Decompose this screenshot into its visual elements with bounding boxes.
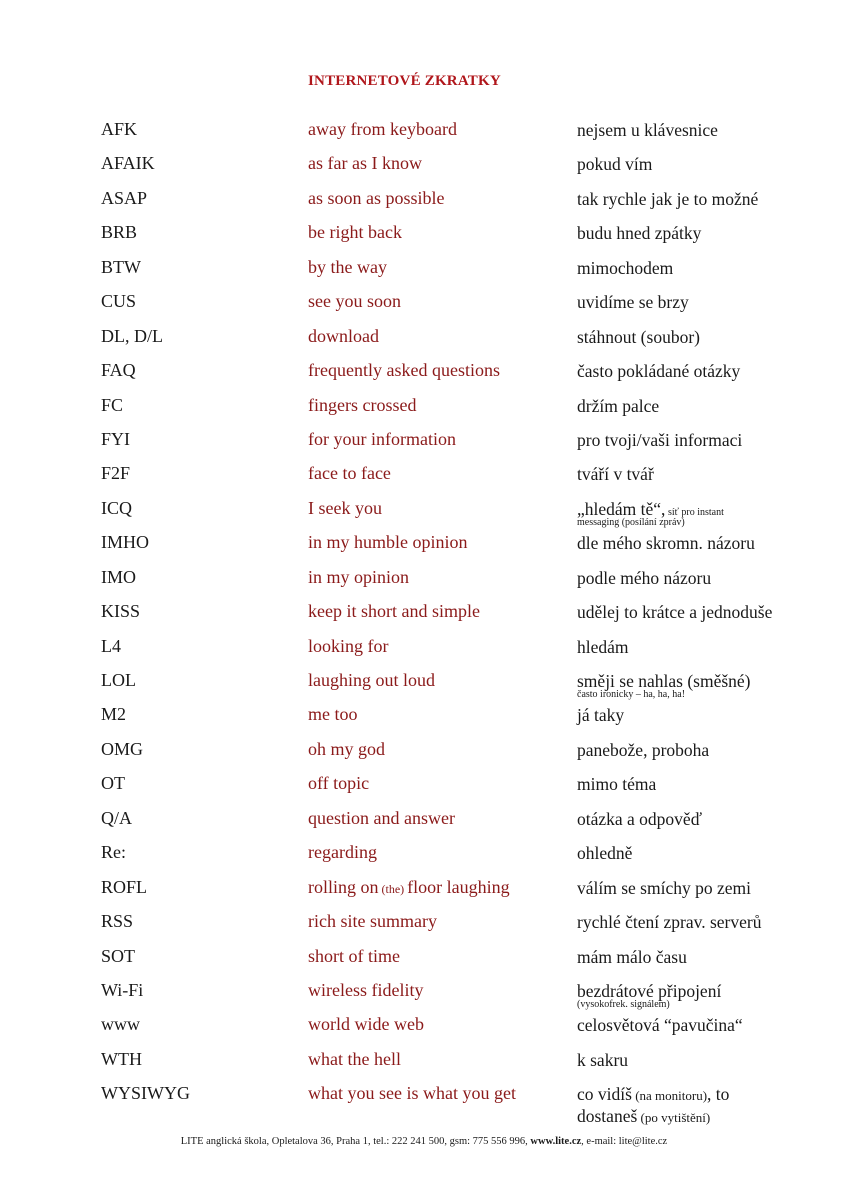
czech-note: často ironicky – ha, ha, ha! (577, 689, 686, 700)
table-row (0, 254, 848, 288)
czech-meaning (577, 568, 711, 589)
english-meaning (308, 395, 416, 416)
abbreviation: ICQ (101, 497, 132, 518)
english-meaning (308, 532, 468, 553)
czech-second-line-small: (po vytištění) (637, 1110, 711, 1126)
table-row (0, 736, 848, 770)
table-row (0, 701, 848, 735)
czech-meaning (577, 189, 758, 210)
english-meaning (308, 257, 387, 278)
english-meaning (308, 980, 423, 1001)
footer-address: LITE anglická škola, Opletalova 36, Praha 1, tel.: 222 241 500, gsm: 775 556 996, (180, 1136, 531, 1147)
abbreviation: F2F (101, 463, 131, 484)
czech-meaning (577, 258, 673, 279)
table-row (0, 357, 848, 391)
english-meaning (308, 670, 435, 691)
english-text: laughing out loud (308, 670, 435, 690)
english-text: rich site summary (308, 911, 437, 932)
english-meaning (308, 636, 389, 657)
abbreviation: Q/A (101, 807, 132, 828)
english-meaning (308, 773, 369, 794)
czech-text: ohledně (577, 843, 633, 864)
czech-text: panebože, proboha (577, 739, 710, 760)
english-meaning (308, 739, 385, 760)
czech-meaning (577, 843, 632, 864)
english-small-text: (the) (378, 881, 408, 896)
abbreviation: DL, D/L (101, 325, 163, 346)
english-meaning (308, 291, 401, 312)
table-row (0, 874, 848, 908)
english-meaning (308, 119, 457, 140)
table-row (0, 185, 848, 219)
czech-text: směji se nahlas (směšné) (577, 671, 751, 691)
czech-meaning (577, 1050, 628, 1071)
english-text: face to face (308, 463, 391, 484)
czech-text: uvidíme se brzy (577, 292, 689, 313)
english-meaning (308, 153, 422, 174)
english-meaning (308, 360, 500, 381)
table-row (0, 426, 848, 460)
footer (0, 1136, 848, 1147)
czech-text: pro tvoji/vaši informaci (577, 429, 743, 450)
english-meaning (308, 1014, 424, 1035)
english-meaning (308, 222, 402, 243)
abbreviation: IMHO (101, 532, 149, 553)
english-meaning (308, 1083, 516, 1104)
table-row (0, 495, 848, 529)
czech-text: celosvětová “pavučina“ (577, 1015, 743, 1036)
czech-text: pokud vím (577, 154, 653, 175)
czech-text: k sakru (577, 1049, 629, 1070)
abbreviation: L4 (101, 635, 121, 656)
english-meaning (308, 946, 400, 967)
abbreviation: FYI (101, 428, 131, 449)
czech-meaning (577, 120, 718, 141)
english-meaning (308, 877, 510, 898)
czech-meaning (577, 602, 772, 623)
english-meaning (308, 429, 456, 450)
table-row (0, 805, 848, 839)
table-row (0, 598, 848, 632)
czech-text: často pokládané otázky (577, 361, 741, 382)
czech-text: udělej to krátce a jednoduše (577, 602, 773, 623)
czech-meaning (577, 327, 700, 348)
czech-meaning (577, 464, 654, 485)
english-meaning (308, 463, 391, 484)
english-text: as far as I know (308, 153, 422, 174)
czech-text: nejsem u klávesnice (577, 120, 718, 140)
czech-note: messaging (posílání zpráv) (577, 516, 685, 528)
english-text: me too (308, 704, 358, 725)
czech-meaning (577, 637, 629, 658)
english-text: off topic (308, 773, 370, 794)
abbreviation: AFK (101, 119, 138, 139)
english-meaning (308, 188, 445, 209)
table-row (0, 564, 848, 598)
english-text: see you soon (308, 291, 401, 312)
english-text-tail: floor laughing (407, 876, 510, 897)
abbreviation: BRB (101, 222, 138, 243)
czech-text: mimo téma (577, 774, 657, 795)
english-meaning (308, 498, 382, 519)
abbreviation: RSS (101, 911, 134, 932)
english-text: in my humble opinion (308, 532, 468, 553)
english-text: be right back (308, 222, 402, 243)
english-text: frequently asked questions (308, 360, 500, 381)
czech-meaning (577, 1015, 743, 1036)
abbreviation: FC (101, 394, 124, 415)
czech-meaning (577, 154, 652, 175)
czech-second-line-text: dostaneš (577, 1106, 638, 1127)
english-text: question and answer (308, 807, 455, 828)
abbreviation: M2 (101, 704, 127, 725)
english-text: regarding (308, 842, 377, 863)
table-row (0, 1046, 848, 1080)
czech-text: podle mého názoru (577, 567, 712, 588)
table-row (0, 770, 848, 804)
english-text: in my opinion (308, 566, 410, 587)
english-text: keep it short and simple (308, 601, 480, 622)
czech-meaning (577, 396, 659, 417)
czech-meaning (577, 912, 761, 933)
czech-small-text: (na monitoru) (631, 1088, 708, 1104)
table-row (0, 150, 848, 184)
czech-meaning (577, 361, 740, 382)
czech-meaning (577, 430, 742, 451)
abbreviation: OMG (101, 738, 144, 759)
czech-second-line (577, 1106, 710, 1127)
english-text: what the hell (308, 1048, 401, 1069)
czech-meaning (577, 705, 624, 726)
czech-text: dle mého skromn. názoru (577, 533, 755, 554)
abbreviation: LOL (101, 670, 136, 690)
english-text: fingers crossed (308, 394, 417, 415)
czech-text: držím palce (577, 395, 660, 416)
czech-meaning (577, 809, 702, 830)
czech-meaning (577, 223, 701, 244)
czech-text: tak rychle jak je to možné (577, 188, 759, 209)
footer-web: www.lite.cz (530, 1136, 582, 1147)
abbreviation-table (0, 116, 848, 1127)
table-row (0, 219, 848, 253)
english-text: for your information (308, 428, 456, 449)
abbreviation: OT (101, 773, 125, 794)
czech-small-text: síť pro instant (665, 506, 724, 518)
czech-text: mimochodem (577, 257, 674, 278)
table-row (0, 908, 848, 942)
abbreviation: Re: (101, 842, 126, 863)
english-meaning (308, 842, 377, 863)
english-text: short of time (308, 945, 400, 966)
czech-meaning (577, 947, 687, 968)
czech-text: „hledám tě“, (577, 498, 666, 519)
czech-text: otázka a odpověď (577, 808, 703, 829)
czech-text: hledám (577, 636, 629, 657)
czech-text: válím se smíchy po zemi (577, 877, 751, 898)
english-meaning (308, 704, 358, 725)
english-text: world wide web (308, 1014, 424, 1035)
abbreviation: AFAIK (101, 153, 155, 174)
table-row (0, 633, 848, 667)
table-row (0, 460, 848, 494)
english-meaning (308, 1049, 401, 1070)
abbreviation: BTW (101, 256, 141, 277)
english-text: rolling on (308, 876, 379, 897)
english-meaning (308, 911, 437, 932)
czech-meaning (577, 292, 689, 313)
abbreviation: IMO (101, 566, 136, 587)
abbreviation: WTH (101, 1048, 142, 1069)
table-row (0, 288, 848, 322)
abbreviation: ROFL (101, 876, 148, 897)
english-text: what you see is what you get (308, 1083, 516, 1104)
table-row (0, 977, 848, 1011)
czech-text: stáhnout (soubor) (577, 326, 700, 347)
abbreviation: www (101, 1014, 140, 1035)
table-row (0, 1080, 848, 1127)
table-row (0, 529, 848, 563)
czech-note: (vysokofrek. signálem) (577, 998, 670, 1010)
english-meaning (308, 808, 455, 829)
czech-text: budu hned zpátky (577, 223, 702, 244)
english-text: I seek you (308, 497, 382, 518)
abbreviation: CUS (101, 291, 137, 312)
czech-meaning (577, 1084, 729, 1105)
abbreviation: ASAP (101, 187, 148, 208)
czech-meaning (577, 878, 751, 899)
english-text: as soon as possible (308, 187, 445, 208)
english-meaning (308, 326, 379, 347)
table-row (0, 943, 848, 977)
czech-meaning (577, 740, 709, 761)
table-row (0, 667, 848, 701)
czech-meaning (577, 774, 656, 795)
english-meaning (308, 567, 409, 588)
abbreviation: KISS (101, 601, 141, 622)
czech-text: rychlé čtení zprav. serverů (577, 912, 762, 933)
abbreviation: SOT (101, 945, 136, 966)
english-meaning (308, 601, 480, 622)
abbreviation: FAQ (101, 360, 136, 381)
english-text: by the way (308, 256, 387, 277)
table-row (0, 1011, 848, 1045)
czech-text: bezdrátové připojení (577, 980, 722, 1001)
table-row (0, 392, 848, 426)
english-text: away from keyboard (308, 119, 457, 139)
abbreviation: Wi-Fi (101, 979, 144, 1000)
english-text: looking for (308, 635, 389, 656)
table-row (0, 323, 848, 357)
page-title: INTERNETOVÉ ZKRATKY (308, 73, 501, 89)
english-text: wireless fidelity (308, 979, 424, 1000)
czech-meaning (577, 533, 755, 554)
czech-text: mám málo času (577, 946, 687, 967)
czech-text: co vidíš (577, 1084, 632, 1105)
abbreviation: WYSIWYG (101, 1083, 190, 1104)
czech-text-tail: , to (707, 1084, 730, 1105)
footer-email: , e-mail: lite@lite.cz (581, 1136, 668, 1147)
table-row (0, 116, 848, 150)
english-text: oh my god (308, 738, 386, 759)
czech-text: tváří v tvář (577, 464, 654, 485)
table-row (0, 839, 848, 873)
english-text: download (308, 325, 379, 346)
czech-text: já taky (577, 705, 625, 726)
